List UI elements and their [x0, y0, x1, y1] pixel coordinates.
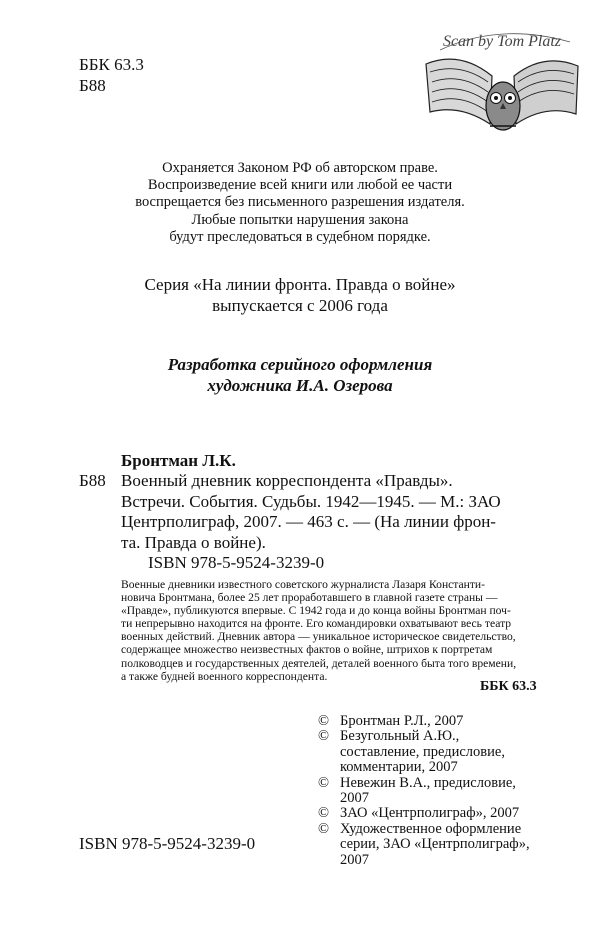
copyright-item: © Безугольный А.Ю., составление, предисловие, комментарии, 2007 — [318, 728, 505, 776]
design-credit: Разработка серийного оформления художника И.А. Озерова — [167, 355, 433, 395]
copyright-symbol: © — [318, 820, 330, 837]
copyright-symbol: © — [318, 805, 330, 822]
copyright-list — [318, 714, 558, 868]
bbk-index: ББК 63.3 — [79, 55, 144, 74]
catalog-author: Бронтман Л.К. — [121, 451, 236, 470]
copyright-symbol: © — [318, 774, 330, 791]
isbn-footer: ISBN 978-5-9524-3239-0 — [79, 834, 256, 853]
copyright-symbol: © — [318, 713, 330, 729]
copyright-item: © Невежин В.А., предисловие, 2007 — [318, 774, 516, 807]
catalog-code: Б88 — [79, 471, 106, 490]
bbk-footer: ББК 63.3 — [480, 679, 537, 694]
copyright-item: © Художественное оформление серии, ЗАО «Центрполиграф», 2007 — [318, 820, 530, 868]
copyright-symbol: © — [318, 728, 330, 745]
copyright-item: © Бронтман Р.Л., 2007 — [318, 713, 464, 729]
stamp-text: Scan by Tom Platz — [442, 33, 562, 50]
copyright-notice: Охраняется Законом РФ об авторском праве. Воспроизведение всей книги или любой ее части воспрещается без письменного разрешения издателя. Любые попытки нарушения закона будут преследоваться в судебном порядке. — [135, 160, 465, 245]
scanner-stamp — [420, 20, 585, 142]
bbk-block — [79, 54, 144, 96]
catalog-citation: Военный дневник корреспондента «Правды». Встречи. События. Судьбы. 1942—1945. — М.: ЗАО Центрполиграф, 2007. — 463 с. — (На линии фрон- та. Правда о войне). — [121, 471, 501, 552]
copyright-item: © ЗАО «Центрполиграф», 2007 — [318, 805, 520, 822]
catalog-isbn: ISBN 978-5-9524-3239-0 — [148, 553, 325, 572]
book-owl-illustration — [420, 20, 585, 142]
author-code: Б88 — [79, 76, 106, 95]
annotation: Военные дневники известного советского журналиста Лазаря Константи- новича Бронтмана, более 25 лет проработавшего в главной газете страны — «Правде», публикуются впервые. С 1942 года и до конца войны Бронтман поч- ти непрерывно находится на фронте. Его командировки охватывают весь театр военных действий. Дневник автора — уникальное историческое свидетельство, содержащее множество неизвестных фактов о войне, штрихов к портретам полководцев и государственных деятелей, деталей военного быта того времени, а также будней военного корреспондента. — [121, 578, 517, 683]
series-note: Серия «На линии фронта. Правда о войне» выпускается с 2006 года — [144, 275, 456, 315]
